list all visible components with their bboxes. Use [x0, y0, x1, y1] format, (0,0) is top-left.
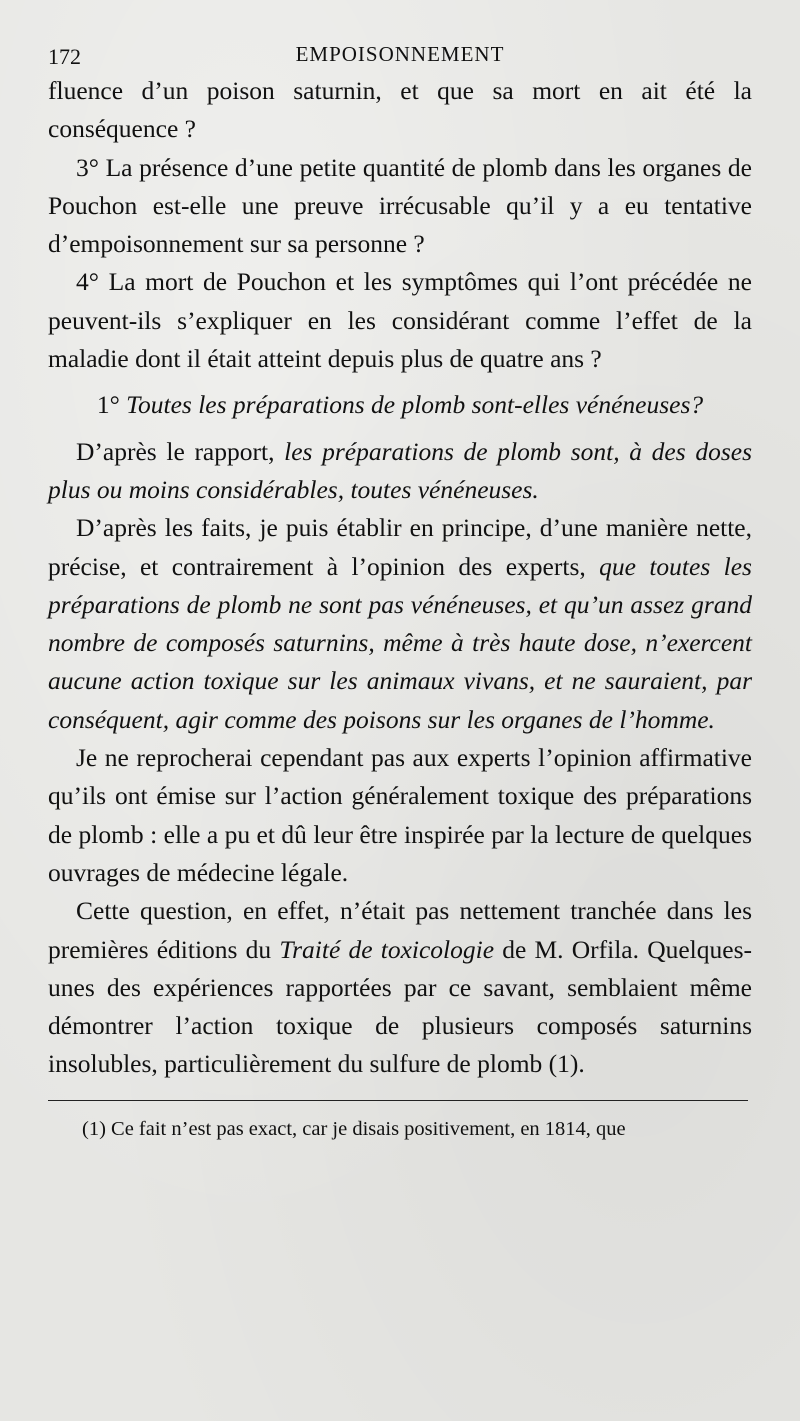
- footnote: (1) Ce fait n’est pas exact, car je disais positivement, en 1814, que: [82, 1117, 626, 1140]
- paragraph-question-4: [48, 263, 752, 378]
- text-run: D’après les faits, je puis établir en principe, d’une manière nette, précise, et contrairement à l’opinion des experts,: [48, 513, 752, 581]
- text-run: de M. Orfila. Quelques-unes des expériences rapportées par ce savant, semblaient même démontrer l’action toxique de plusieurs composés saturnins insolubles, particulièrement du sulfure de plomb (1).: [48, 934, 752, 1079]
- paragraph-orfila: [48, 892, 752, 1083]
- paragraph-question-2-continued: [48, 72, 752, 149]
- text-run: Je ne reprocherai cependant pas aux experts l’opinion affirmative qu’ils ont émise sur l’action généralement toxique des préparations de plomb : elle a pu et dû leur être inspirée par la lecture de quelques ouvrages de médecine légale.: [48, 743, 752, 887]
- paragraph-question-3: [48, 149, 752, 264]
- italic-run: Toutes les préparations de plomb sont-elles vénéneuses?: [126, 390, 704, 420]
- running-head: [48, 40, 752, 72]
- main-text: [48, 72, 752, 1084]
- italic-run: Traité de toxicologie: [279, 934, 495, 964]
- text-run: fluence d’un poison saturnin, et que sa mort en ait été la conséquence ?: [48, 76, 752, 144]
- paragraph-experts: [48, 739, 752, 892]
- running-title: EMPOISONNEMENT: [295, 42, 505, 66]
- footnote-rule: [48, 1100, 748, 1101]
- text-run: 1°: [96, 390, 127, 420]
- italic-run: que toutes les préparations de plomb ne sont pas vénéneuses, et qu’un assez grand nombre de composés saturnins, même à très haute dose, n’exercent aucune action toxique sur les animaux vivans, et ne sauraient, par conséquent, agir comme des poisons sur les organes de l’homme.: [48, 551, 752, 734]
- text-run: Cette question, en effet, n’était pas nettement tranchée dans les premières éditions du: [48, 896, 752, 964]
- italic-run: les préparations de plomb sont, à des doses plus ou moins considérables, toutes vénéneuses.: [48, 436, 752, 504]
- page-number: 172: [48, 44, 81, 69]
- text-run: D’après le rapport,: [76, 436, 285, 466]
- text-run: 4° La mort de Pouchon et les symptômes qui l’ont précédée ne peuvent-ils s’expliquer en les considérant comme l’effet de la maladie dont il était atteint depuis plus de quatre ans ?: [48, 267, 752, 374]
- paragraph-facts: [48, 509, 752, 739]
- section-heading: [48, 386, 752, 424]
- text-run: 3° La présence d’une petite quantité de plomb dans les organes de Pouchon est-elle une preuve irrécusable qu’il y a eu tentative d’empoisonnement sur sa personne ?: [48, 152, 752, 259]
- paragraph-report: [48, 433, 752, 510]
